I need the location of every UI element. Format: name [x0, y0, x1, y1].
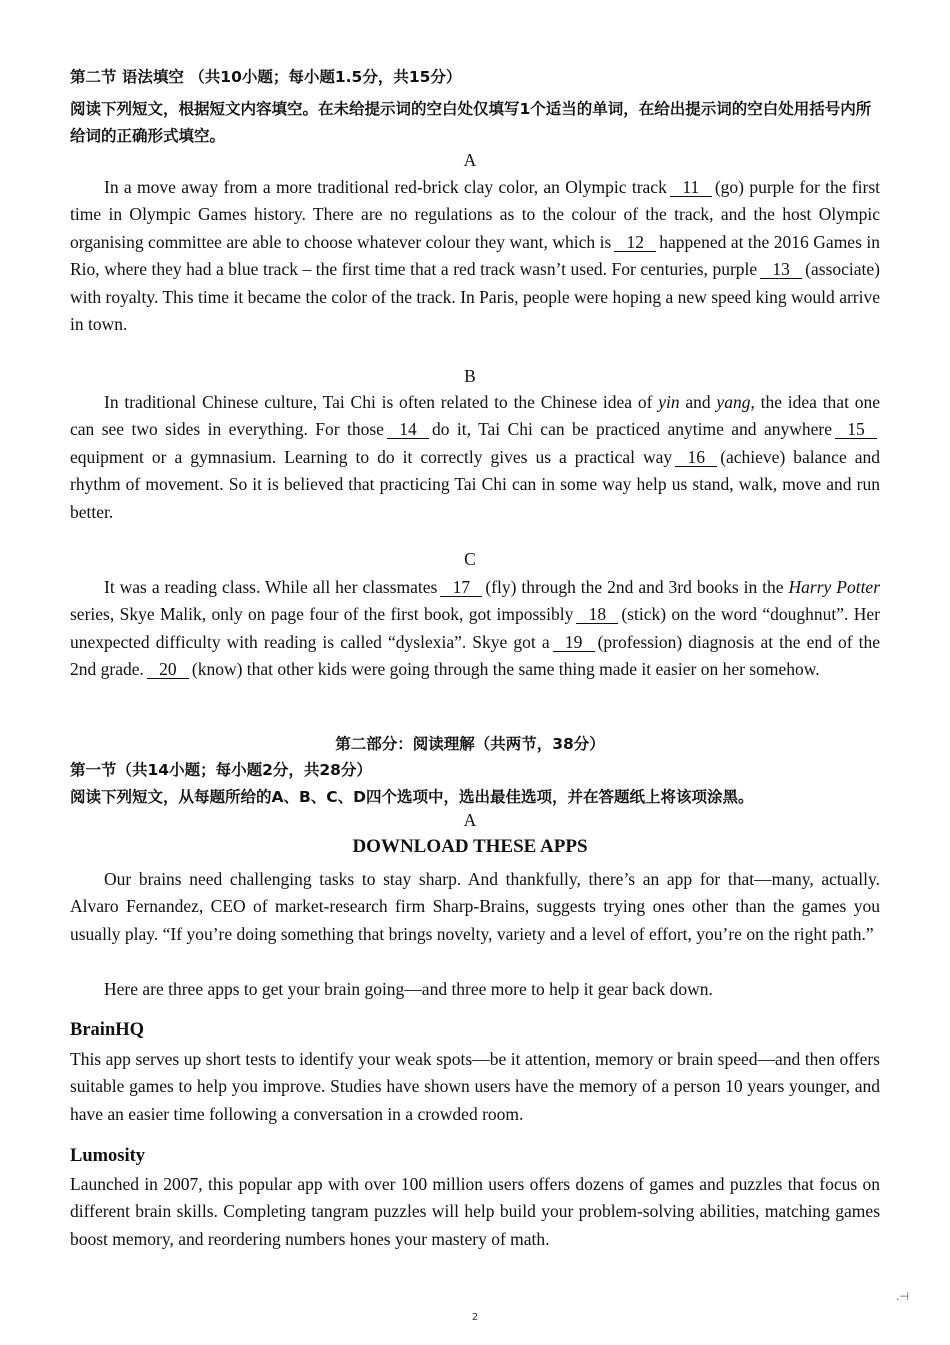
passage-a-text: In a move away from a more traditional red-brick clay color, an Olympic track 11 (go) purple for the first time in Olympic Games history. There are no regulations as to the colour of the track, and the host Olympic organising committee are able to choose whatever colour they want, which is 12 happened at the 2016 Games in Rio, where they had a blue track – the first time that a red track wasn’t used. For centuries, purple 13 (associate) with royalty. This time it became the color of the track. In Paris, people were hoping a new speed king would arrive in town.: [70, 177, 881, 335]
section-header: 第二节 语法填空 （共10小题；每小题1.5分，共15分）: [70, 68, 462, 86]
blank-17: 17: [440, 579, 482, 597]
part2-instructions: 阅读下列短文，从每题所给的A、B、C、D四个选项中，选出最佳选项，并在答题纸上将该项涂黑。: [70, 788, 754, 806]
passage-b-label: B: [464, 366, 476, 386]
app-desc-brainhq: This app serves up short tests to identify your weak spots—be it attention, memory or brain speed—and then offers suitable games to help you improve. Studies have shown users have the memory of a person 10 years younger, and have an easier time following a conversation in a crowded room.: [70, 1049, 880, 1124]
article-lead: Here are three apps to get your brain going—and three more to help it gear back down.: [104, 979, 713, 999]
part2-header: 第二部分：阅读理解（共两节，38分）: [335, 735, 605, 753]
article-title: DOWNLOAD THESE APPS: [352, 836, 588, 857]
corner-mark: .⊣: [896, 1290, 910, 1303]
blank-15: 15: [835, 421, 877, 439]
reading-a-label: A: [463, 810, 477, 830]
blank-20: 20: [147, 661, 189, 679]
section-instructions: 阅读下列短文，根据短文内容填空。在未给提示词的空白处仅填写1个适当的单词，在给出提示词的空白处用括号内所给词的正确形式填空。: [70, 100, 872, 145]
part2-subheader: 第一节（共14小题；每小题2分，共28分）: [70, 761, 372, 779]
app-name-lumosity: Lumosity: [70, 1146, 146, 1166]
app-desc-lumosity: Launched in 2007, this popular app with over 100 million users offers dozens of games and puzzles that focus on different brain skills. Completing tangram puzzles will help build your problem-solving abilities, matching games boost memory, and reordering numbers hones your mastery of math.: [70, 1174, 880, 1249]
blank-14: 14: [387, 421, 429, 439]
passage-b-text: In traditional Chinese culture, Tai Chi is often related to the Chinese idea of yin and yang, the idea that one can see two sides in everything. For those 14 do it, Tai Chi can be practiced anytime and anywhere 15equipment or a gymnasium. Learning to do it correctly gives us a practical way 16 (achieve) balance and rhythm of movement. So it is believed that practicing Tai Chi can in some way help us stand, walk, move and run better.: [70, 392, 880, 522]
blank-19: 19: [553, 634, 595, 652]
passage-c-text: It was a reading class. While all her classmates 17 (fly) through the 2nd and 3rd books in the Harry Potter series, Skye Malik, only on page four of the first book, got impossibly 18 (stick) on the word “doughnut”. Her unexpected difficulty with reading is called “dyslexia”. Skye got a 19 (profession) diagnosis at the end of the 2nd grade. 20 (know) that other kids were going through the same thing made it easier on her somehow.: [70, 577, 881, 680]
app-name-brainhq: BrainHQ: [70, 1020, 145, 1040]
blank-18: 18: [576, 606, 618, 624]
blank-11: 11: [670, 179, 712, 197]
article-intro: Our brains need challenging tasks to stay sharp. And thankfully, there’s an app for that—many, actually. Alvaro Fernandez, CEO of market-research firm Sharp-Brains, suggests trying ones other than the games you usually play. “If you’re doing something that brings novelty, variety and a level of effort, you’re on the right path.”: [70, 869, 880, 944]
page-number: 2: [471, 1312, 479, 1323]
passage-c-label: C: [464, 549, 476, 569]
blank-13: 13: [760, 261, 802, 279]
blank-12: 12: [614, 234, 656, 252]
blank-16: 16: [675, 449, 717, 467]
passage-a-label: A: [463, 150, 477, 170]
